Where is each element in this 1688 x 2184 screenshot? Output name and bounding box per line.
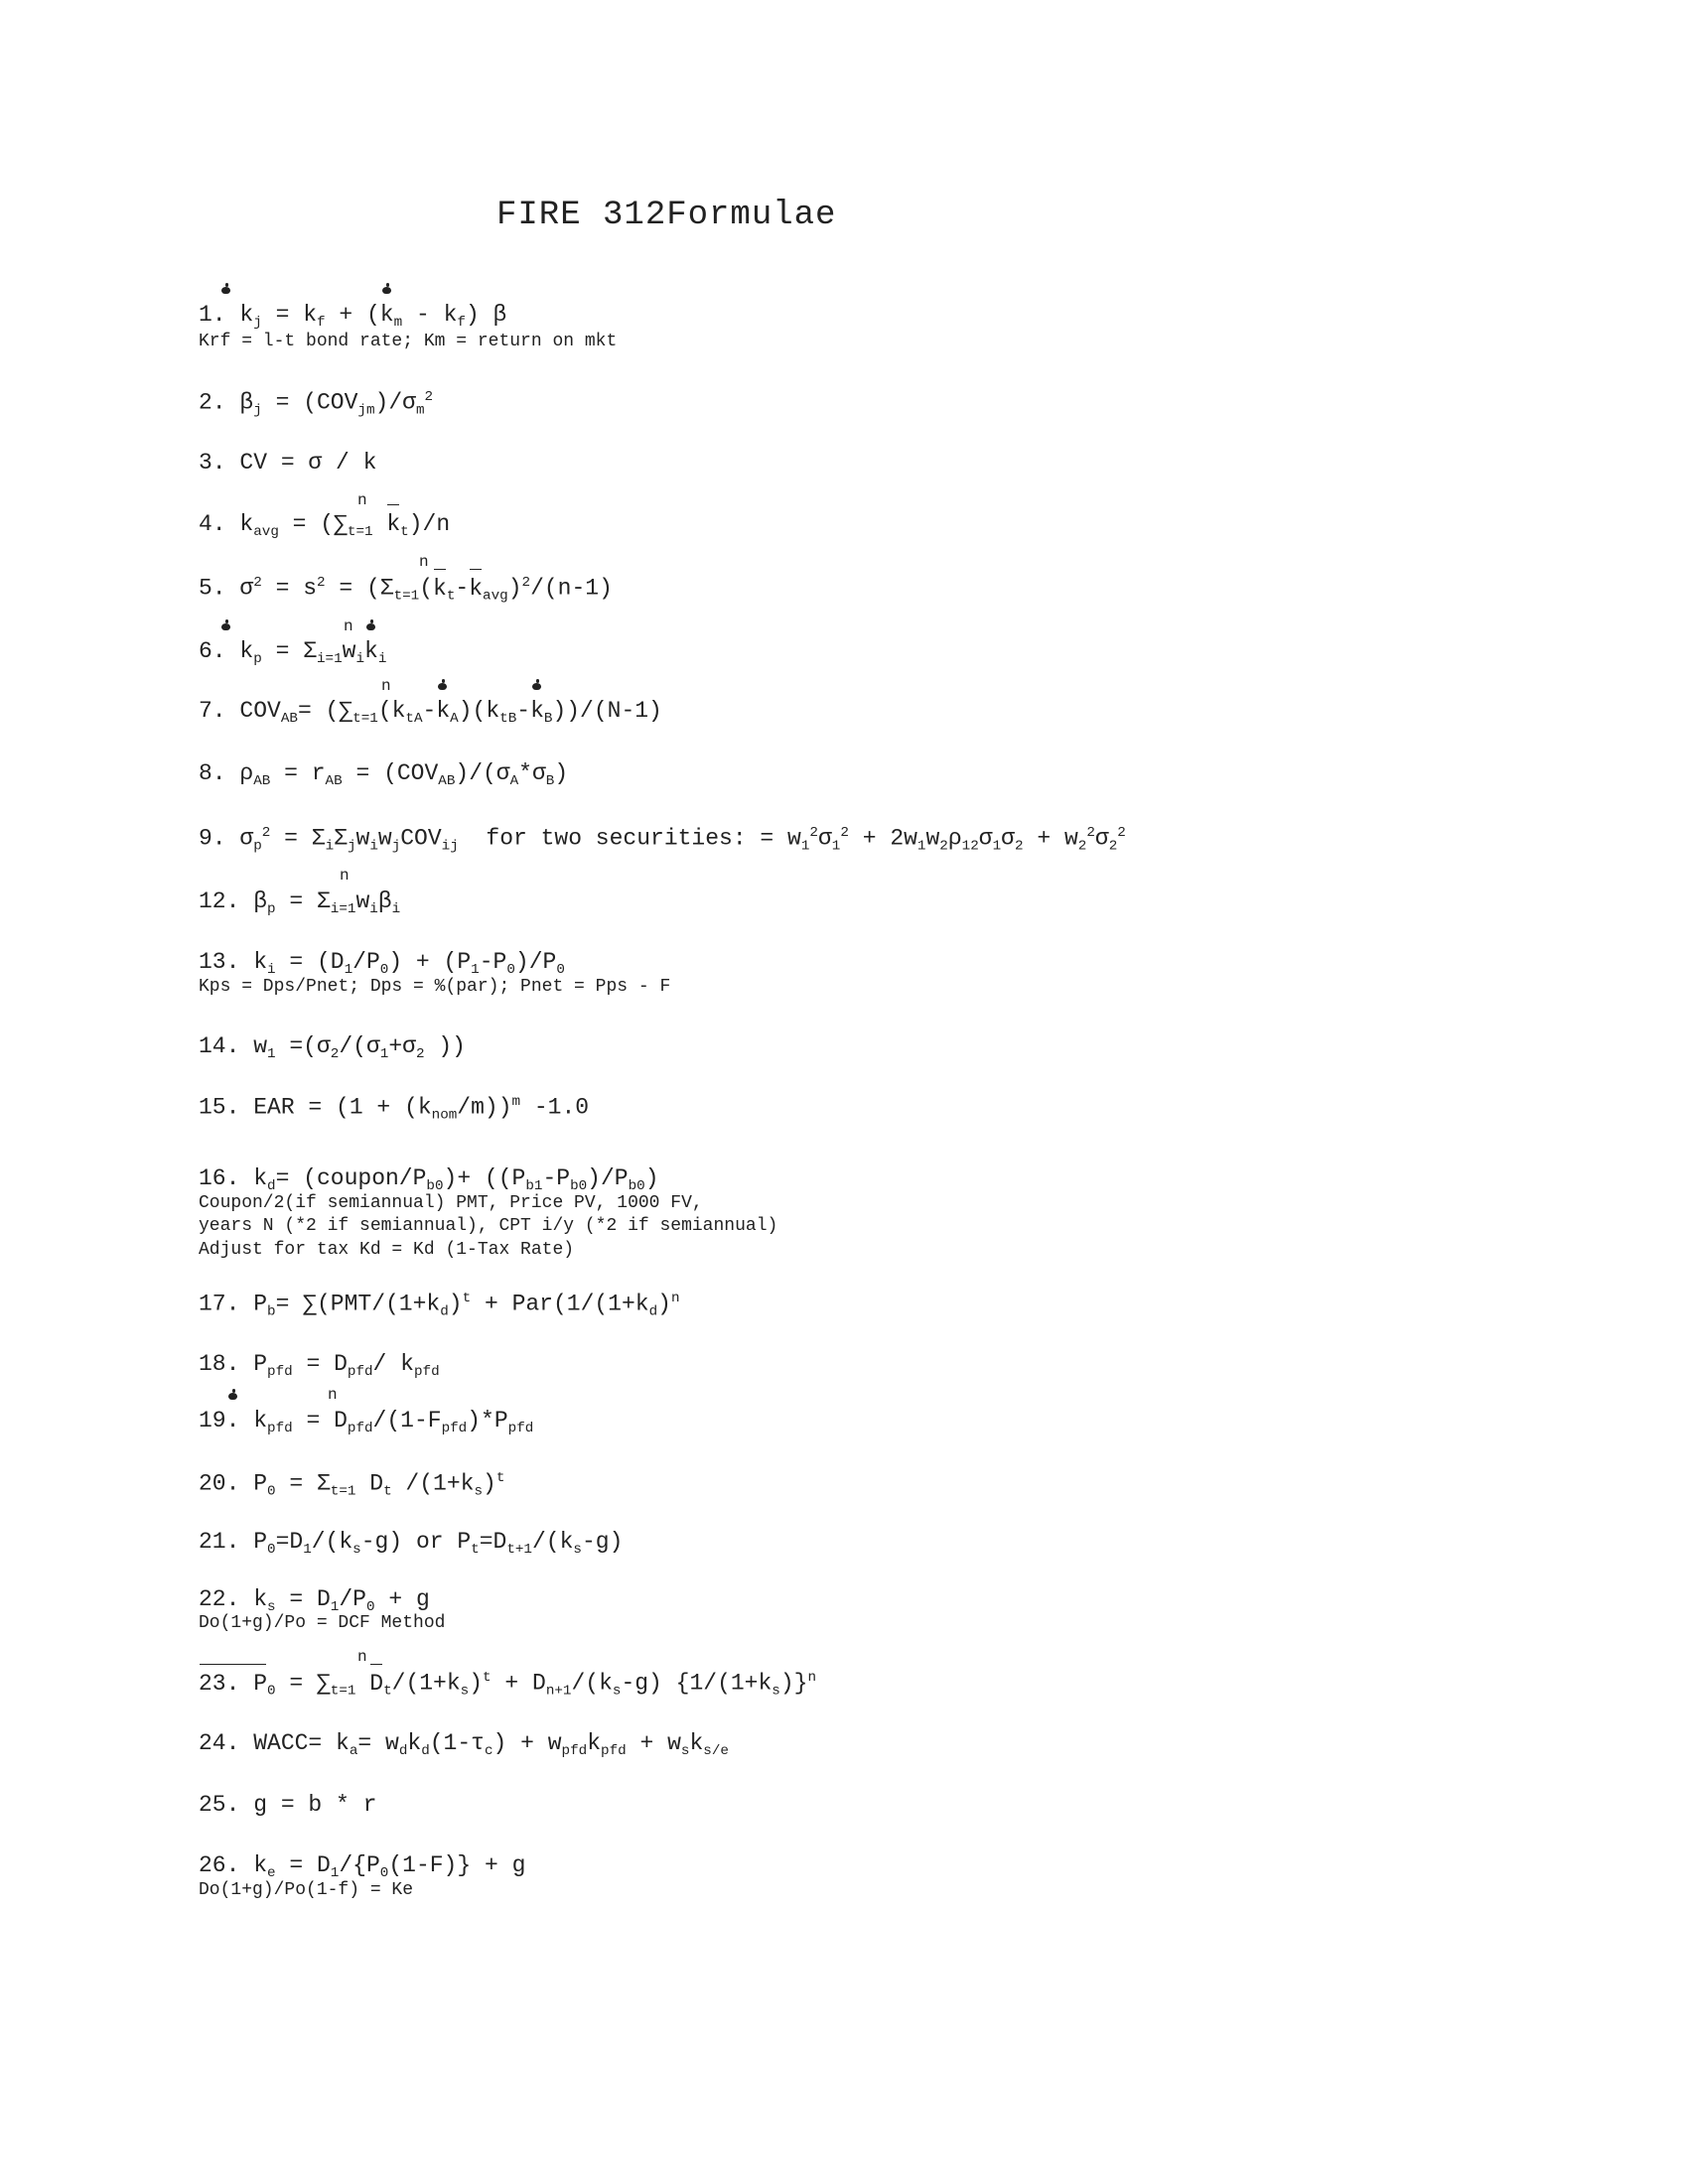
formula-14-lead: 14. w (199, 1033, 268, 1059)
formula-26-note: Do(1+g)/Po(1-f) = Ke (199, 1880, 414, 1900)
formula-22-note: Do(1+g)/Po = DCF Method (199, 1613, 446, 1633)
formula-16: 16. $k_d=$ $(coupon/P_{b0})+ ((P_{b1}-P_{b0})/P_{b0})$ (199, 1165, 659, 1194)
formula-2-lead: 2. β (199, 389, 254, 416)
page-title: FIRE 312Formulae (496, 197, 837, 234)
formula-8: 8. $\rho_{AB} = r_{AB} = (COV_{AB})/(\sigma_A*\sigma_B)$ (199, 760, 569, 789)
formula-5-lead: 5. σ (199, 575, 254, 602)
formula-18: 18. $P_{pfd} = D_{pfd}/$ $k_{pfd}$ (199, 1351, 440, 1380)
formula-12-lead: 12. β (199, 888, 268, 914)
formula-1-note: Krf = l-t bond rate; Km = return on mkt (199, 332, 618, 351)
sum-limit-n-6: n (344, 617, 353, 635)
formula-19: 19. $k_{pfd} = D_{pfd}/(1-F_{pfd})*P_{pfd}$ (199, 1408, 534, 1436)
formula-16-note-1: Coupon/2(if semiannual) PMT, Price PV, 1000 FV, (199, 1193, 703, 1213)
formula-7: 7. $COV_{AB}= (\sum_{t=1}(k_{tA}-k_A)(k_{tB}-k_B))/(N-1)$ (199, 698, 662, 727)
formula-20-lead: 20. P (199, 1470, 268, 1497)
formula-6: 6. $k_p = \Sigma_{i=1}w_ik_i$ (199, 638, 387, 667)
formula-1-lead: 1. k (199, 302, 254, 328)
sum-limit-n-19: n (328, 1386, 338, 1404)
formula-5: 5. $\sigma^2 = s^2 = (\Sigma_{t=1}(k_t-k_{avg})^2/(n-1)$ (199, 575, 613, 605)
formula-26-lead: 26. k (199, 1852, 268, 1878)
formula-13: 13. $k_i = (D_1/P_0) + (P_1-P_0)/P_0$ (199, 949, 565, 978)
formula-9-lead: 9. σ (199, 825, 254, 852)
formula-8-lead: 8. ρ (199, 760, 254, 786)
formula-19-lead: 19. k (199, 1408, 268, 1433)
sum-limit-n-4: n (357, 491, 367, 509)
formula-4-lead: 4. k (199, 511, 254, 537)
formula-24-lead: 24. WACC= k (199, 1730, 350, 1756)
formula-13-note: Kps = Dps/Pnet; Dps = %(par); Pnet = Pps - F (199, 977, 671, 997)
formula-16-lead: 16. k (199, 1165, 268, 1191)
formula-20: 20. $P_0 = \Sigma_{t=1}$ $D_t$ $/(1+k_s)^t$ (199, 1470, 505, 1500)
formula-17-lead: 17. P (199, 1291, 268, 1317)
formula-23-lead: 23. P (199, 1670, 268, 1697)
formula-25: 25. g = b * r (199, 1792, 377, 1818)
formula-15: 15. EAR = $(1 + (k_{nom}/m))^m$ -1.0 (199, 1094, 590, 1124)
formula-15-lead: 15. EAR = (1 + (k (199, 1094, 432, 1121)
formula-12: 12. $\beta_p = \Sigma_{i=1}w_i\beta_i$ (199, 888, 401, 917)
formula-16-note-3: Adjust for tax Kd = Kd (1-Tax Rate) (199, 1240, 575, 1260)
formula-22-lead: 22. k (199, 1586, 268, 1612)
sum-limit-n-7: n (381, 677, 391, 695)
formula-1: 1. $k_j = k_f + (k_m - k_f)$ β (199, 302, 507, 331)
formula-18-lead: 18. P (199, 1351, 268, 1377)
formula-3: 3. CV = σ / k (199, 450, 377, 476)
formula-6-lead: 6. k (199, 638, 254, 664)
formula-4: 4. $k_{avg} = (\sum_{t=1}$ $k_t)/n$ (199, 511, 451, 540)
formula-22: 22. $k_s = D_1/P_0 + g$ (199, 1586, 430, 1615)
formula-14: 14. $w_1 =(\sigma_2/(\sigma_1+\sigma_2$ )) (199, 1033, 466, 1062)
sum-limit-n-12: n (340, 867, 350, 885)
sum-limit-n-23: n (357, 1648, 367, 1666)
formula-24: 24. WACC= $k_a= w_dk_d(1-\tau_c) + w_{pfd}k_{pfd} + w_sk_{s/e}$ (199, 1730, 729, 1759)
formula-2: 2. $\beta_j = (COV_{jm})/\sigma_m^2$ (199, 389, 434, 419)
formula-7-lead: 7. COV (199, 698, 281, 724)
formula-23: 23. $P_0 = \sum_{t=1}$ $D_t/(1+k_s)^t + D_{n+1}/(k_s-g)$ $\{1/(1+k_s)\}^n$ (199, 1670, 817, 1700)
formula-21-lead: 21. P (199, 1529, 268, 1555)
sum-limit-n-5: n (419, 553, 429, 571)
formula-21: 21. $P_0=D_1/(k_s-g)$ or $P_t=D_{t+1}/(k_s-g)$ (199, 1529, 624, 1558)
formula-17: 17. $P_b= \sum(PMT/(1+k_d)^t + Par(1/(1+k_d)^n$ (199, 1291, 680, 1320)
formula-13-lead: 13. k (199, 949, 268, 975)
formula-9: 9. $\sigma_p^2 = \Sigma_i\Sigma_jw_iw_jCOV_{ij}$ for two securities: = $w_1^2\sigma_1^2 + 2w_1w_2\rho_{12}\sigma_1\sigma_2 + w_2^2\sigma_2^2$ (199, 825, 1126, 855)
formula-16-note-2: years N (*2 if semiannual), CPT i/y (*2 if semiannual) (199, 1216, 778, 1236)
formula-26: 26. $k_e = D_1/\{P_0(1-F)\} + g$ (199, 1852, 526, 1881)
